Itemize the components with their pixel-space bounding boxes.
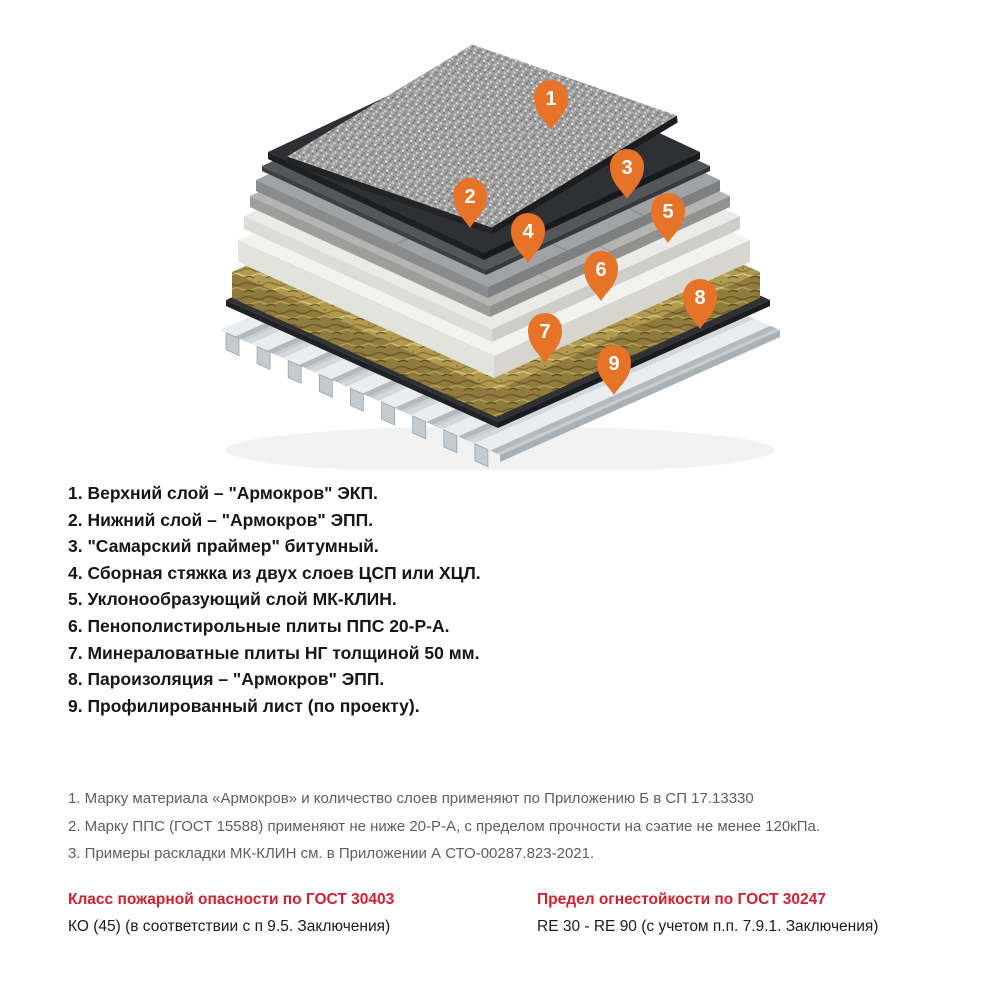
pin-number: 3	[621, 157, 633, 179]
fire-hazard-class-title: Класс пожарной опасности по ГОСТ 30403	[68, 891, 395, 908]
fire-specs	[68, 891, 878, 936]
legend-item-3: 3. "Самарский праймер" битумный.	[68, 536, 379, 557]
legend-item-1: 1. Верхний слой – "Армокров" ЭКП.	[68, 483, 378, 503]
legend-item-4: 4. Сборная стяжка из двух слоев ЦСП или ХЦЛ.	[68, 562, 481, 583]
layer-legend	[68, 480, 481, 719]
footnote-3: 3. Примеры раскладки МК-КЛИН см. в Приложении А СТО-00287.823-2021.	[68, 845, 595, 863]
fire-resistance-value: RE 30 - RE 90 (с учетом п.п. 7.9.1. Заключения)	[537, 918, 879, 935]
pin-number: 9	[608, 353, 620, 375]
legend-item-6: 6. Пенополистирольные плиты ППС 20-Р-А.	[68, 615, 450, 636]
fire-hazard-class-value: КО (45) (в соответствии с п 9.5. Заключения)	[68, 918, 391, 935]
pin-number: 4	[522, 221, 534, 243]
legend-item-9: 9. Профилированный лист (по проекту).	[68, 695, 420, 716]
fire-resistance-title: Предел огнестойкости по ГОСТ 30247	[537, 891, 826, 908]
fire-hazard-class-block	[68, 891, 537, 936]
roof-layers-svg	[0, 0, 1000, 470]
footnote-2: 2. Марку ППС (ГОСТ 15588) применяют не ниже 20-Р-А, с пределом прочности на сэатие не менее 120кПа.	[68, 817, 821, 835]
roof-layers-illustration	[0, 0, 1000, 470]
footnote-1: 1. Марку материала «Армокров» и количество слоев применяют по Приложению Б в СП 17.13330	[68, 790, 754, 807]
pin-number: 1	[545, 88, 557, 110]
pin-number: 6	[595, 259, 607, 281]
pin-number: 8	[694, 287, 706, 309]
legend-item-5: 5. Уклонообразующий слой МК-КЛИН.	[68, 589, 397, 610]
footnotes	[68, 785, 820, 868]
fire-resistance-block	[537, 891, 878, 936]
legend-item-7: 7. Минераловатные плиты НГ толщиной 50 мм.	[68, 642, 480, 663]
pin-number: 7	[539, 321, 551, 343]
legend-item-8: 8. Пароизоляция – "Армокров" ЭПП.	[68, 669, 385, 690]
pin-number: 2	[464, 186, 476, 208]
legend-item-2: 2. Нижний слой – "Армокров" ЭПП.	[68, 509, 374, 530]
pin-number: 5	[662, 201, 674, 223]
